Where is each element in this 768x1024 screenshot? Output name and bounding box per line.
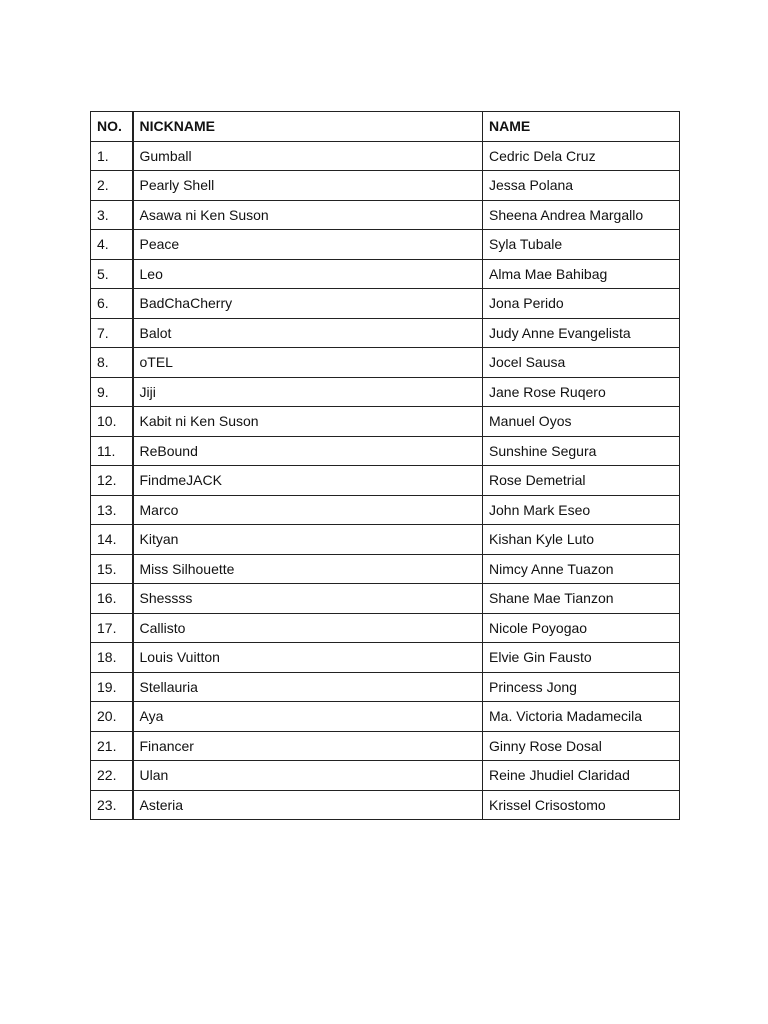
table-row	[91, 230, 680, 260]
table-body	[91, 141, 680, 820]
cell-no: 6.	[91, 289, 133, 319]
cell-name: Judy Anne Evangelista	[483, 318, 680, 348]
cell-name: John Mark Eseo	[483, 495, 680, 525]
table-row	[91, 525, 680, 555]
cell-name: Cedric Dela Cruz	[483, 141, 680, 171]
cell-nickname: Kabit ni Ken Suson	[133, 407, 483, 437]
cell-nickname: Miss Silhouette	[133, 554, 483, 584]
table-row	[91, 259, 680, 289]
cell-nickname: Aya	[133, 702, 483, 732]
table-row	[91, 348, 680, 378]
cell-name: Syla Tubale	[483, 230, 680, 260]
table-row	[91, 289, 680, 319]
cell-nickname: Asawa ni Ken Suson	[133, 200, 483, 230]
cell-nickname: Shessss	[133, 584, 483, 614]
cell-no: 9.	[91, 377, 133, 407]
table-row	[91, 318, 680, 348]
cell-name: Kishan Kyle Luto	[483, 525, 680, 555]
cell-name: Nicole Poyogao	[483, 613, 680, 643]
table-row	[91, 495, 680, 525]
cell-no: 8.	[91, 348, 133, 378]
cell-no: 18.	[91, 643, 133, 673]
cell-no: 19.	[91, 672, 133, 702]
table-row	[91, 554, 680, 584]
cell-name: Reine Jhudiel Claridad	[483, 761, 680, 791]
table-row	[91, 466, 680, 496]
table-row	[91, 436, 680, 466]
cell-no: 12.	[91, 466, 133, 496]
cell-name: Ma. Victoria Madamecila	[483, 702, 680, 732]
cell-no: 7.	[91, 318, 133, 348]
cell-no: 2.	[91, 171, 133, 201]
table-header-row	[91, 112, 680, 142]
header-nickname: NICKNAME	[133, 112, 483, 142]
table-row	[91, 200, 680, 230]
cell-nickname: Leo	[133, 259, 483, 289]
cell-no: 22.	[91, 761, 133, 791]
cell-nickname: Balot	[133, 318, 483, 348]
cell-name: Ginny Rose Dosal	[483, 731, 680, 761]
cell-no: 23.	[91, 790, 133, 820]
cell-no: 3.	[91, 200, 133, 230]
cell-name: Sheena Andrea Margallo	[483, 200, 680, 230]
table-row	[91, 672, 680, 702]
cell-nickname: Financer	[133, 731, 483, 761]
cell-nickname: ReBound	[133, 436, 483, 466]
cell-no: 17.	[91, 613, 133, 643]
cell-nickname: Ulan	[133, 761, 483, 791]
table-row	[91, 702, 680, 732]
cell-no: 15.	[91, 554, 133, 584]
cell-no: 21.	[91, 731, 133, 761]
cell-no: 5.	[91, 259, 133, 289]
cell-name: Nimcy Anne Tuazon	[483, 554, 680, 584]
table-row	[91, 761, 680, 791]
cell-nickname: BadChaCherry	[133, 289, 483, 319]
table-row	[91, 731, 680, 761]
cell-name: Princess Jong	[483, 672, 680, 702]
cell-no: 16.	[91, 584, 133, 614]
table-row	[91, 613, 680, 643]
table-row	[91, 141, 680, 171]
cell-no: 20.	[91, 702, 133, 732]
table-row	[91, 584, 680, 614]
cell-no: 11.	[91, 436, 133, 466]
cell-nickname: Kityan	[133, 525, 483, 555]
cell-name: Rose Demetrial	[483, 466, 680, 496]
cell-nickname: Marco	[133, 495, 483, 525]
cell-nickname: Gumball	[133, 141, 483, 171]
cell-name: Alma Mae Bahibag	[483, 259, 680, 289]
cell-name: Shane Mae Tianzon	[483, 584, 680, 614]
table-row	[91, 377, 680, 407]
cell-nickname: Callisto	[133, 613, 483, 643]
cell-nickname: Stellauria	[133, 672, 483, 702]
cell-nickname: Louis Vuitton	[133, 643, 483, 673]
nickname-table	[90, 111, 680, 820]
cell-nickname: Asteria	[133, 790, 483, 820]
cell-nickname: Peace	[133, 230, 483, 260]
cell-no: 4.	[91, 230, 133, 260]
cell-nickname: Pearly Shell	[133, 171, 483, 201]
cell-no: 1.	[91, 141, 133, 171]
cell-name: Jane Rose Ruqero	[483, 377, 680, 407]
table-row	[91, 643, 680, 673]
header-no: NO.	[91, 112, 133, 142]
cell-name: Manuel Oyos	[483, 407, 680, 437]
cell-nickname: Jiji	[133, 377, 483, 407]
cell-name: Jona Perido	[483, 289, 680, 319]
cell-name: Jessa Polana	[483, 171, 680, 201]
cell-no: 10.	[91, 407, 133, 437]
header-name: NAME	[483, 112, 680, 142]
table-row	[91, 790, 680, 820]
cell-name: Sunshine Segura	[483, 436, 680, 466]
cell-nickname: FindmeJACK	[133, 466, 483, 496]
cell-name: Krissel Crisostomo	[483, 790, 680, 820]
cell-no: 13.	[91, 495, 133, 525]
cell-no: 14.	[91, 525, 133, 555]
cell-name: Elvie Gin Fausto	[483, 643, 680, 673]
cell-name: Jocel Sausa	[483, 348, 680, 378]
table-row	[91, 171, 680, 201]
table-row	[91, 407, 680, 437]
cell-nickname: oTEL	[133, 348, 483, 378]
